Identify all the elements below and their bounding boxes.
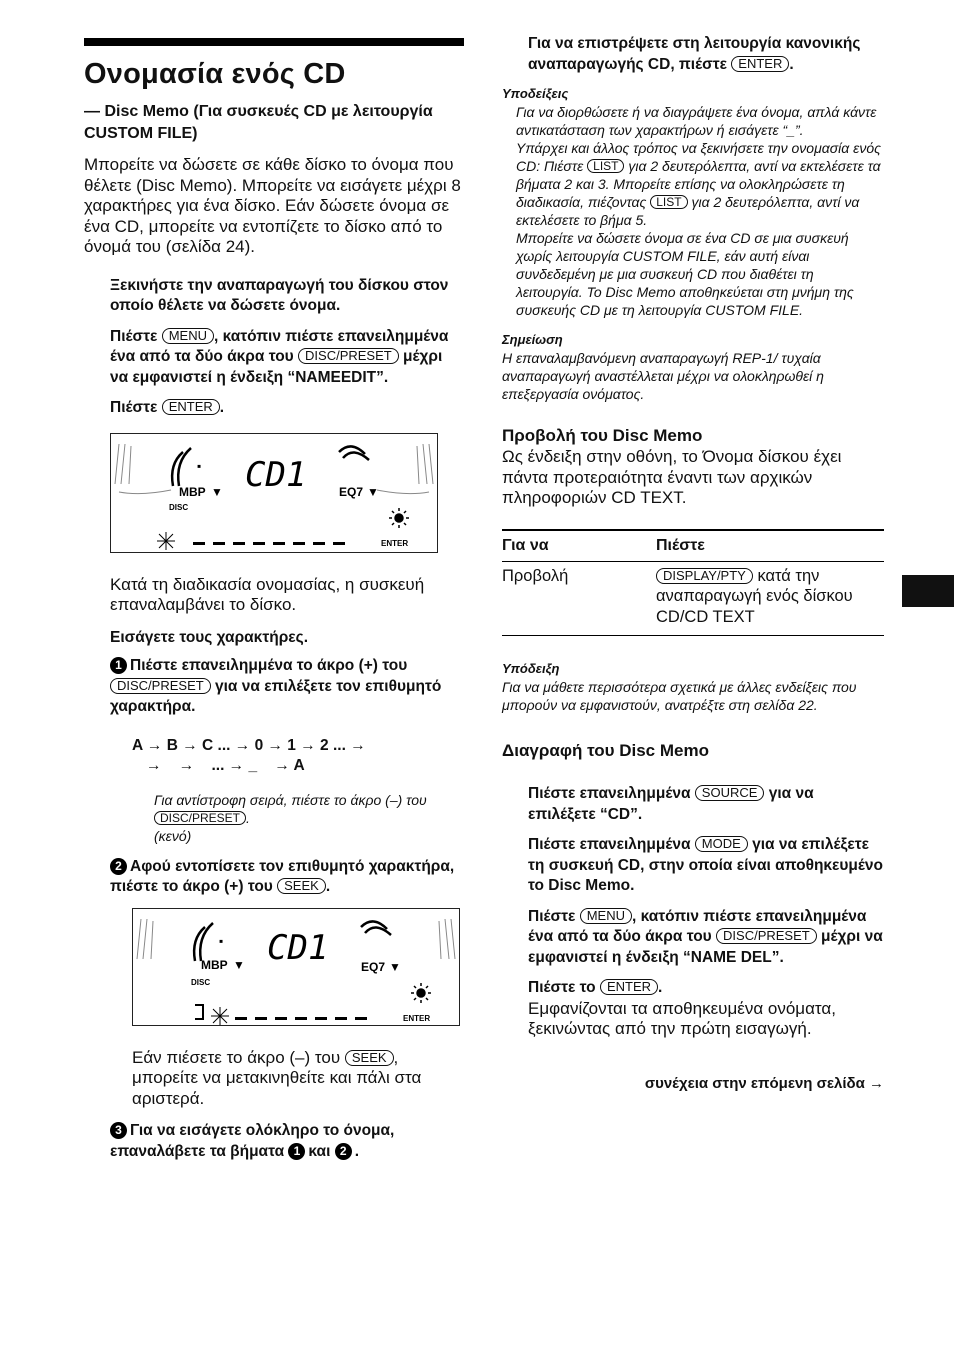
menu-button[interactable]: MENU [162, 328, 214, 344]
left-column [84, 38, 464, 1162]
table-row [502, 561, 884, 636]
disc-preset-button[interactable]: DISC/PRESET [110, 678, 211, 694]
svg-text:▪: ▪ [197, 458, 202, 473]
table-header-press: Πιέστε [656, 530, 884, 562]
table-cell-action: Προβολή [502, 561, 656, 636]
page-title: Ονομασία ενός CD [84, 58, 346, 90]
list-button[interactable]: LIST [650, 195, 687, 209]
circled-2-icon: 2 [335, 1143, 352, 1160]
lcd-display-1 [110, 433, 438, 553]
delete-step-4-body: Εμφανίζονται τα αποθηκευμένα ονόματα, ξεκινώντας από την πρώτη εισαγωγή. [528, 998, 836, 1038]
svg-text:▼: ▼ [367, 484, 379, 499]
page-subtitle: — Disc Memo (Για συσκευές CD με λειτουργία CUSTOM FILE) [84, 103, 433, 142]
after-lcd2-text: Εάν πιέσετε το άκρο (–) του SEEK , μπορείτε να μετακινηθείτε και πάλι στα αριστερά. [132, 1047, 422, 1108]
enter-button[interactable]: ENTER [162, 399, 220, 415]
source-button[interactable]: SOURCE [695, 785, 765, 801]
step-3: Πιέστε ENTER . [110, 399, 225, 416]
disc-preset-button[interactable]: DISC/PRESET [298, 348, 399, 364]
lcd-cd-text: CD1 [267, 927, 329, 968]
circled-3-icon: 3 [110, 1122, 127, 1139]
delete-step-4: Πιέστε το ENTER . [528, 979, 663, 996]
lcd-cd-text: CD1 [245, 454, 307, 495]
enter-button[interactable]: ENTER [731, 56, 789, 72]
lcd-enter-label: ENTER [381, 538, 409, 548]
svg-text:▼: ▼ [233, 957, 245, 972]
hint-single-text: Για να μάθετε περισσότερα σχετικά με άλλες ενδείξεις που μπορούν να εμφανιστούν, ανατρέξτε στη σελίδα 22. [502, 679, 857, 713]
menu-button[interactable]: MENU [580, 908, 632, 924]
mode-button[interactable]: MODE [695, 836, 748, 852]
substep-3: 3 Για να εισάγετε ολόκληρο το όνομα, επαναλάβετε τα βήματα 1 και 2 . [110, 1122, 395, 1160]
delete-step-3: Πιέστε MENU , κατόπιν πιέστε επανειλημμένα ένα από τα δύο άκρα του DISC/PRESET μέχρι να εμφανιστεί η ένδειξη “NAME DEL”. [528, 907, 883, 966]
svg-text:▼: ▼ [211, 484, 223, 499]
after-lcd1-text: Κατά τη διαδικασία ονομασίας, η συσκευή επαναλαμβάνει το δίσκο. [110, 574, 425, 614]
section-tab-marker [902, 575, 954, 607]
substep-1: 1 Πιέστε επανειλημμένα το άκρο (+) του DISC/PRESET για να επιλέξετε τον επιθυμητό χαρακτήρα. [110, 657, 442, 715]
circled-1-icon: 1 [110, 657, 127, 674]
lcd-eq7-label: EQ7 [361, 959, 386, 974]
disc-preset-button[interactable]: DISC/PRESET [154, 811, 246, 825]
hint-2: Υπάρχει και άλλος τρόπος να ξεκινήσετε την ονομασία ενός CD: Πιέστε LIST για 2 δευτερόλεπτα, αντί να εκτελέσετε τα βήματα 2 και 3. Μπορείτε επίσης να ολοκληρώσετε τη διαδικασία, πιέζοντας LIST για 2 δευτερόλεπτα, αντί να εκτελέσετε το βήμα 5. [516, 140, 881, 228]
return-step: Για να επιστρέψετε στη λειτουργία κανονικής αναπαραγωγής CD, πιέστε ENTER . [528, 35, 861, 73]
lcd-mbp-label: MBP [179, 484, 206, 499]
title-rule [84, 38, 464, 46]
char-sequence-line-1: A → B → C ... → 0 → 1 → 2 ... → [132, 736, 366, 754]
continue-next-page[interactable]: συνέχεια στην επόμενη σελίδα → [644, 1074, 884, 1092]
disc-preset-button[interactable]: DISC/PRESET [716, 928, 817, 944]
step-4: Εισάγετε τους χαρακτήρες. [110, 628, 309, 646]
delete-step-2: Πιέστε επανειλημμένα MODE για να επιλέξετε τη συσκευή CD, στην οποία είναι αποθηκευμένο το Disc Memo. [528, 836, 884, 894]
char-sequence-line-2: → → ... → _ → A [146, 757, 305, 774]
table-header-action: Για να [502, 530, 656, 562]
delete-heading: Διαγραφή του Disc Memo [502, 741, 709, 760]
view-heading: Προβολή του Disc Memo [502, 426, 703, 445]
delete-step-1: Πιέστε επανειλημμένα SOURCE για να επιλέξετε “CD”. [528, 785, 814, 823]
step-2: Πιέστε MENU , κατόπιν πιέστε επανειλημμένα ένα από τα δύο άκρα του DISC/PRESET μέχρι να εμφανιστεί η ένδειξη “NAMEEDIT”. [110, 327, 449, 386]
hints-heading: Υποδείξεις [502, 86, 569, 101]
seek-button[interactable]: SEEK [345, 1050, 394, 1066]
lcd-illustration-1 [111, 434, 437, 552]
reverse-order-note: Για αντίστροφη σειρά, πιέστε το άκρο (–) του DISC/PRESET . (κενό) [154, 791, 427, 844]
lcd-disc-label: DISC [191, 977, 211, 987]
circled-2-icon: 2 [110, 858, 127, 875]
view-table [502, 529, 884, 637]
lcd-mbp-label: MBP [201, 957, 228, 972]
view-paragraph: Ως ένδειξη στην οθόνη, το Όνομα δίσκου έχει πάντα προτεραιότητα έναντι των αρχικών πληροφοριών CD TEXT. [502, 447, 842, 507]
substep-2: 2 Αφού εντοπίσετε τον επιθυμητό χαρακτήρα, πιέστε το άκρο (+) του SEEK . [110, 857, 455, 895]
hint-1: Για να διορθώσετε ή να διαγράψετε ένα όνομα, απλά κάντε αντικατάσταση των χαρακτήρων ή εισάγετε “_”. [516, 104, 877, 138]
seek-button[interactable]: SEEK [277, 878, 326, 894]
right-column [502, 34, 884, 1107]
list-button[interactable]: LIST [587, 159, 624, 173]
hint-3: Μπορείτε να δώσετε όνομα σε ένα CD σε μια συσκευή χωρίς λειτουργία CUSTOM FILE, εάν αυτή είναι συνδεδεμένη με μια συσκευή CD που διαθέτει τη λειτουργία. Το Disc Memo αποθηκεύεται στη μνήμη της συσκευής CD με τη λειτουργία CUSTOM FILE. [516, 230, 854, 318]
circled-1-icon: 1 [288, 1143, 305, 1160]
table-header-row [502, 530, 884, 562]
step-1: Ξεκινήστε την αναπαραγωγή του δίσκου στον οποίο θέλετε να δώσετε όνομα. [110, 276, 449, 314]
svg-text:▪: ▪ [219, 933, 224, 948]
lcd-eq7-label: EQ7 [339, 484, 364, 499]
lcd-enter-label: ENTER [403, 1013, 431, 1023]
table-cell-press: DISPLAY/PTY κατά την αναπαραγωγή ενός δίσκου CD/CD TEXT [656, 561, 884, 636]
lcd-disc-label: DISC [169, 502, 189, 512]
svg-text:▼: ▼ [389, 959, 401, 974]
lcd-illustration-2 [133, 909, 459, 1025]
note-heading: Σημείωση [502, 332, 563, 347]
hint-single-heading: Υπόδειξη [502, 661, 560, 676]
display-pty-button[interactable]: DISPLAY/PTY [656, 568, 753, 584]
enter-button[interactable]: ENTER [600, 979, 658, 995]
lcd-display-2 [132, 908, 460, 1026]
note-text: Η επαναλαμβανόμενη αναπαραγωγή REP-1/ τυχαία αναπαραγωγή αναστέλλεται μέχρι να ολοκληρωθεί η επεξεργασία ονόματος. [502, 350, 824, 402]
intro-paragraph: Μπορείτε να δώσετε σε κάθε δίσκο το όνομα που θέλετε (Disc Memo). Μπορείτε να εισάγετε μέχρι 8 χαρακτήρες για ένα δίσκο. Εάν δώσετε όνομα σε ένα CD, μπορείτε να εντοπίζετε το δίσκο από το όνομά του (σελίδα 24). [84, 155, 461, 256]
